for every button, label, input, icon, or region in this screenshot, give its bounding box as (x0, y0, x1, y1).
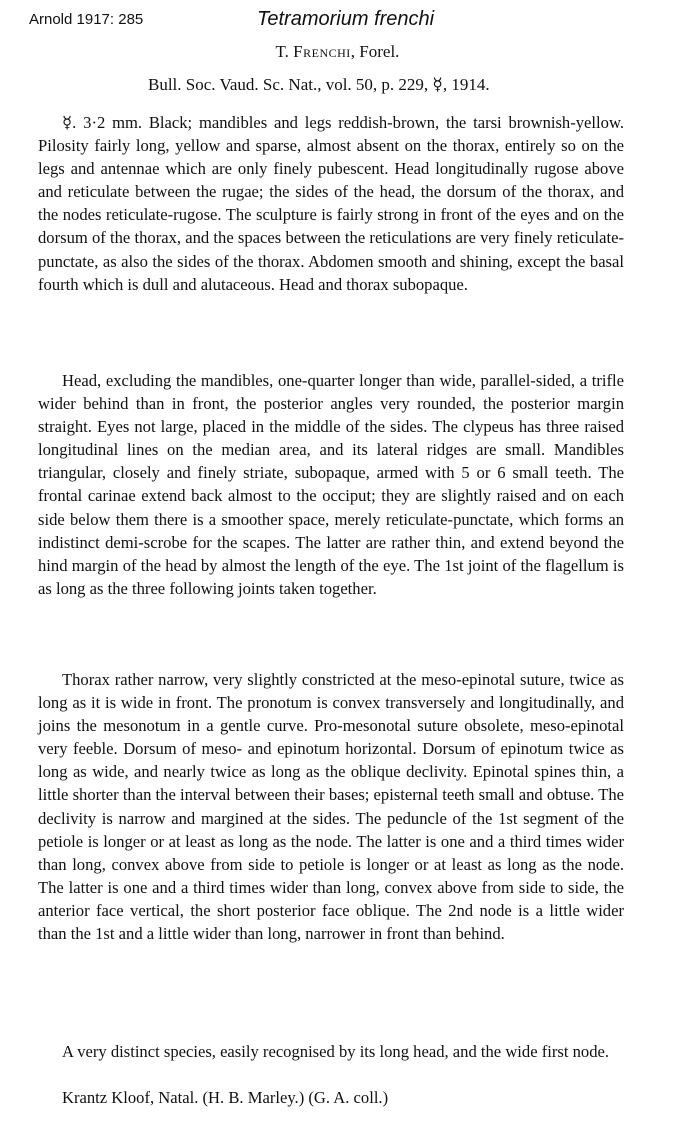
taxon-species-name: Frenchi (293, 42, 351, 61)
citation: Bull. Soc. Vaud. Sc. Nat., vol. 50, p. 229, ☿, 1914. (148, 75, 490, 94)
description-paragraph-thorax: Thorax rather narrow, very slightly constricted at the meso-epinotal suture, twice as long as it is wide in front. The pronotum is convex transversely and longitudinally, and joins the mesonotum in a gentle curve. Pro-mesonotal suture obsolete, meso-epinotal very feeble. Dorsum of meso- and epinotum horizontal. Dorsum of epinotum twice as long as wide, and nearly twice as long as the oblique declivity. Epinotal spines thin, a little shorter than the interval between their bases; episternal teeth small and obtuse. The declivity is narrow and margined at the sides. The peduncle of the 1st segment of the petiole is longer or at least as long as the node. The latter is one and a third times wider than long, convex above from side to petiole is longer or at least as long as the node. The latter is one and a third times wider than long, convex above from side to side, the anterior face vertical, the short posterior face oblique. The 2nd node is a little wider than the 1st and a little wider than long, narrower in front than behind. (38, 670, 624, 944)
description-paragraph-general: ☿. 3·2 mm. Black; mandibles and legs reddish-brown, the tarsi brownish-yellow. Pilosity fairly long, yellow and sparse, almost absent on the thorax, entirely so on the legs and antennae which are only finely pubescent. Head longitudinally rugose above and reticulate between the rugae; the sides of the head, the dorsum of the thorax, and the nodes reticulate-rugose. The sculpture is fairly strong in front of the eyes and on the dorsum of the thorax, and the spaces between the reticulations are very finely reticulate-punctate, as also the sides of the thorax. Abdomen smooth and shining, except the basal fourth which is dull and alutaceous. Head and thorax subopaque. (38, 113, 624, 294)
header-species-title: Tetramorium frenchi (257, 8, 435, 30)
taxon-heading (0, 42, 675, 62)
locality-paragraph: Krantz Kloof, Natal. (H. B. Marley.) (G. A. coll.) (62, 1088, 389, 1107)
remarks-paragraph: A very distinct species, easily recognised by its long head, and the wide first node. (62, 1042, 610, 1061)
taxon-genus-abbrev: T. (275, 42, 294, 61)
description-paragraph-head: Head, excluding the mandibles, one-quarter longer than wide, parallel-sided, a trifle wider behind than in front, the posterior angles very rounded, the posterior margin straight. Eyes not large, placed in the middle of the sides. The clypeus has three raised longitudinal lines on the median area, and its lateral ridges are small. Mandibles triangular, closely and finely striate, subopaque, armed with 5 or 6 small teeth. The frontal carinae extend back almost to the occiput; they are slightly raised and on each side below them there is a smoother space, merely reticulate-punctate, which forms an indistinct demi-scrobe for the scapes. The latter are rather thin, and extend beyond the hind margin of the head by almost the length of the eye. The 1st joint of the flagellum is as long as the three following joints taken together. (38, 371, 624, 598)
header-reference: Arnold 1917: 285 (29, 11, 144, 28)
taxon-author: , Forel. (350, 42, 400, 61)
